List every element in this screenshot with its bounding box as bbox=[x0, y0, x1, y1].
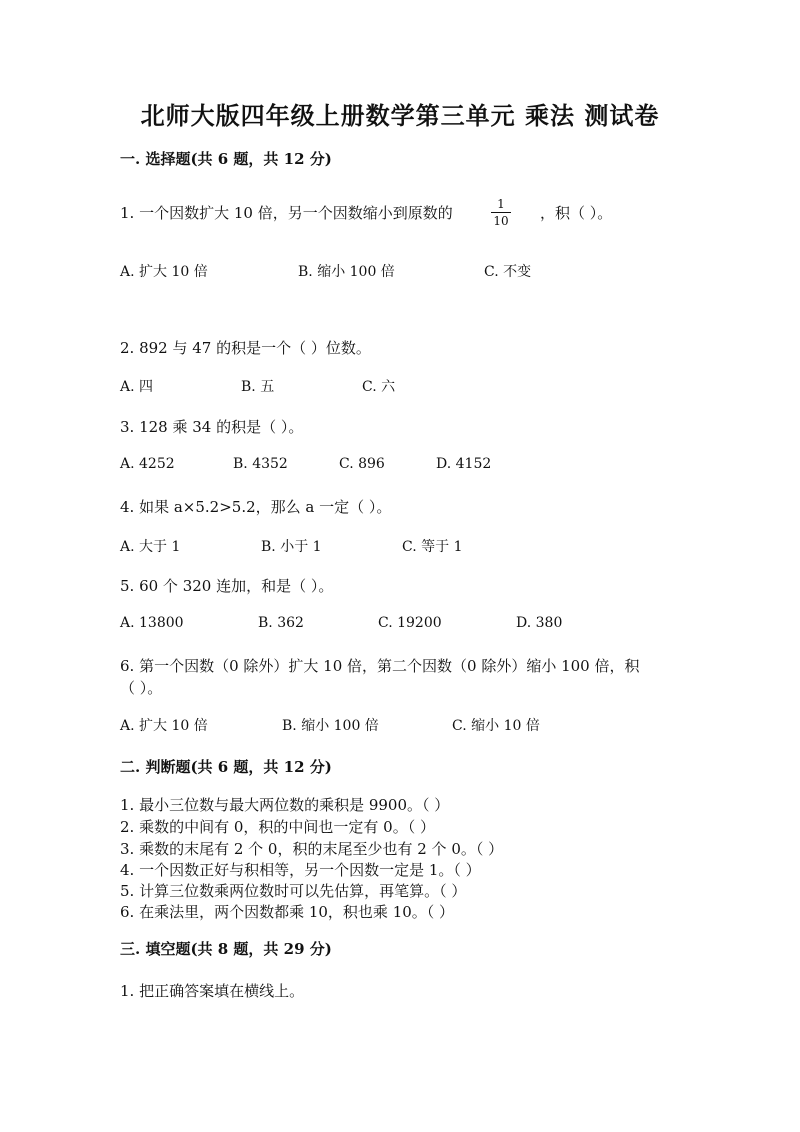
fill-in-q1-text: 1. 把正确答案填在横线上。 bbox=[120, 982, 305, 1000]
judgment-item: 3. 乘数的末尾有 2 个 0，积的末尾至少也有 2 个 0。（ ） bbox=[120, 840, 504, 858]
q1-option-c: C. 不变 bbox=[484, 264, 532, 280]
q1-fraction-numerator: 1 bbox=[497, 197, 505, 211]
q3-option-a: A. 4252 bbox=[120, 456, 175, 472]
q6-text-line2: （ ）。 bbox=[120, 679, 163, 697]
section-heading-judgment: 二. 判断题(共 6 题，共 12 分) bbox=[120, 758, 332, 776]
q2-text: 2. 892 与 47 的积是一个（ ）位数。 bbox=[120, 339, 371, 357]
q2-option-a: A. 四 bbox=[120, 379, 154, 395]
q5-text: 5. 60 个 320 连加，和是（ ）。 bbox=[120, 577, 334, 595]
q3-option-c: C. 896 bbox=[339, 456, 385, 472]
judgment-item: 2. 乘数的中间有 0，积的中间也一定有 0。（ ） bbox=[120, 818, 435, 836]
q2-option-c: C. 六 bbox=[362, 379, 396, 395]
fraction-bar bbox=[491, 212, 511, 213]
section-heading-choice: 一. 选择题(共 6 题，共 12 分) bbox=[120, 150, 332, 168]
q3-option-b: B. 4352 bbox=[233, 456, 288, 472]
q6-option-b: B. 缩小 100 倍 bbox=[282, 718, 379, 734]
section-heading-fill-in: 三. 填空题(共 8 题，共 29 分) bbox=[120, 940, 332, 958]
q2-option-b: B. 五 bbox=[241, 379, 275, 395]
q1-fraction bbox=[489, 197, 513, 228]
q4-option-b: B. 小于 1 bbox=[261, 539, 322, 555]
judgment-item: 1. 最小三位数与最大两位数的乘积是 9900。（ ） bbox=[120, 796, 450, 814]
q1-fraction-denominator: 10 bbox=[493, 214, 509, 228]
q1-option-b: B. 缩小 100 倍 bbox=[298, 264, 395, 280]
q5-option-a: A. 13800 bbox=[120, 615, 184, 631]
q5-option-d: D. 380 bbox=[516, 615, 563, 631]
judgment-item: 6. 在乘法里，两个因数都乘 10，积也乘 10。（ ） bbox=[120, 903, 455, 921]
q3-text: 3. 128 乘 34 的积是（ ）。 bbox=[120, 418, 304, 436]
q6-option-a: A. 扩大 10 倍 bbox=[120, 718, 208, 734]
q5-option-c: C. 19200 bbox=[378, 615, 442, 631]
q6-option-c: C. 缩小 10 倍 bbox=[452, 718, 540, 734]
q1-text-after: ，积（ ）。 bbox=[540, 204, 613, 222]
q4-option-a: A. 大于 1 bbox=[120, 539, 181, 555]
q6-text-line1: 6. 第一个因数（0 除外）扩大 10 倍，第二个因数（0 除外）缩小 100 倍，积 bbox=[120, 657, 640, 675]
judgment-item: 5. 计算三位数乘两位数时可以先估算，再笔算。（ ） bbox=[120, 882, 467, 900]
judgment-item: 4. 一个因数正好与积相等，另一个因数一定是 1。（ ） bbox=[120, 861, 481, 879]
q3-option-d: D. 4152 bbox=[436, 456, 492, 472]
q1-option-a: A. 扩大 10 倍 bbox=[120, 264, 208, 280]
q1-text: 1. 一个因数扩大 10 倍，另一个因数缩小到原数的 bbox=[120, 204, 453, 222]
q4-text: 4. 如果 a×5.2>5.2，那么 a 一定（ ）。 bbox=[120, 498, 392, 516]
q4-option-c: C. 等于 1 bbox=[402, 539, 463, 555]
page-title: 北师大版四年级上册数学第三单元 乘法 测试卷 bbox=[140, 101, 660, 130]
q5-option-b: B. 362 bbox=[258, 615, 304, 631]
